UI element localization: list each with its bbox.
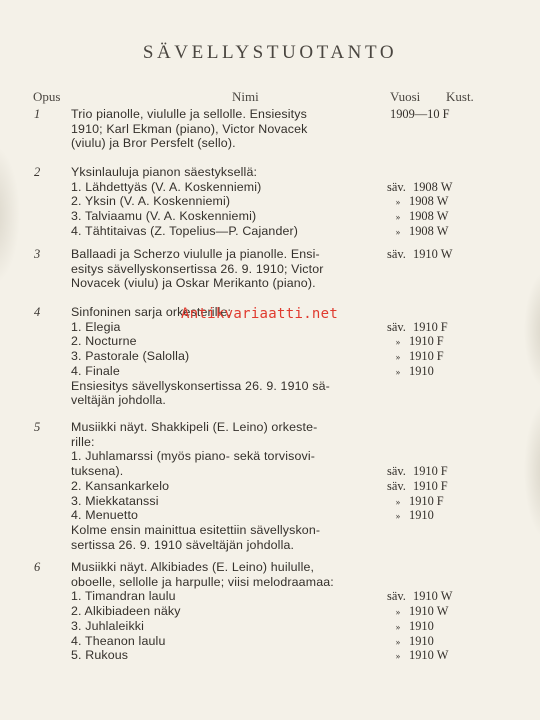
publisher-code: F bbox=[436, 493, 444, 508]
ditto-mark: » bbox=[395, 226, 401, 237]
publisher-code: F bbox=[440, 478, 448, 493]
work-line bbox=[71, 262, 391, 277]
composed-prefix: säv. bbox=[387, 464, 406, 479]
work-line bbox=[71, 165, 391, 180]
work-text: 3. Miekkatanssi bbox=[71, 493, 159, 508]
publisher-code: W bbox=[436, 223, 449, 238]
ditto-mark: » bbox=[395, 212, 401, 223]
work-text: 3. Juhlaleikki bbox=[71, 618, 145, 633]
work-text: Sinfoninen sarja orkesterille: bbox=[71, 305, 232, 319]
work-line bbox=[71, 379, 391, 394]
year-value: 1910 bbox=[409, 633, 434, 648]
year-cell bbox=[387, 604, 448, 619]
work-line bbox=[71, 589, 371, 604]
work-line bbox=[71, 575, 391, 590]
work-line bbox=[71, 604, 371, 619]
work-text: 1. Juhlamarssi (myös piano- sekä torvisovi- bbox=[71, 449, 316, 464]
work-text: 4. Finale bbox=[71, 363, 120, 378]
work-text: 3. Talviaamu (V. A. Koskenniemi) bbox=[71, 209, 257, 224]
work-text: oboelle, sellolle ja harpulle; viisi melodraamaa: bbox=[71, 574, 334, 589]
work-text: 1910; Karl Ekman (piano), Victor Novacek bbox=[71, 121, 308, 136]
work-text: Ensiesitys sävellyskonsertissa 26. 9. 1910 sä- bbox=[71, 378, 330, 393]
year-cell bbox=[387, 320, 448, 335]
year-value: 1910 bbox=[413, 589, 438, 604]
work-text: 2. Alkibiadeen näky bbox=[71, 604, 181, 619]
column-header-year: Vuosi bbox=[390, 89, 421, 104]
column-header-publisher: Kust. bbox=[446, 89, 474, 104]
year-value: 1910 bbox=[409, 648, 434, 663]
work-line bbox=[71, 180, 371, 195]
work-text: 3. Pastorale (Salolla) bbox=[71, 349, 190, 364]
year-cell bbox=[387, 334, 444, 349]
year-cell bbox=[387, 194, 448, 209]
work-line bbox=[71, 122, 391, 137]
publisher-code: W bbox=[440, 247, 453, 261]
work-text: veltäjän johdolla. bbox=[71, 393, 167, 408]
work-text: Novacek (viulu) ja Oskar Merikanto (piano). bbox=[71, 276, 316, 291]
year-value: 1909—10 bbox=[390, 107, 440, 121]
year-value: 1910 bbox=[409, 349, 434, 364]
year-value: 1908 bbox=[409, 209, 434, 224]
work-line bbox=[71, 334, 371, 349]
year-cell bbox=[387, 464, 448, 479]
work-line bbox=[71, 479, 371, 494]
work-text: 5. Rukous bbox=[71, 648, 129, 663]
year-cell bbox=[387, 349, 444, 364]
work-line bbox=[71, 464, 371, 479]
work-text: 2. Yksin (V. A. Koskenniemi) bbox=[71, 194, 231, 209]
work-text: (viulu) ja Bror Persfelt (sello). bbox=[71, 136, 236, 151]
work-text: 2. Nocturne bbox=[71, 334, 137, 349]
work-line bbox=[71, 364, 371, 379]
work-line bbox=[71, 194, 371, 209]
year-cell bbox=[387, 589, 452, 604]
ditto-mark: » bbox=[395, 607, 401, 618]
year-value: 1910 bbox=[409, 508, 434, 523]
work-line bbox=[71, 648, 371, 663]
work-line bbox=[71, 247, 371, 262]
ditto-mark: » bbox=[395, 337, 401, 348]
year-cell bbox=[387, 224, 448, 239]
work-line bbox=[71, 420, 391, 435]
publisher-code: W bbox=[440, 589, 453, 604]
year-cell bbox=[387, 494, 444, 509]
opus-number: 5 bbox=[34, 420, 41, 434]
year-value: 1910 bbox=[409, 334, 434, 349]
composed-prefix: säv. bbox=[387, 179, 406, 194]
work-line bbox=[71, 349, 371, 364]
year-value: 1908 bbox=[413, 179, 438, 194]
work-line bbox=[71, 538, 391, 553]
year-value: 1910 bbox=[413, 319, 438, 334]
ditto-mark: » bbox=[395, 511, 401, 522]
work-line bbox=[71, 508, 371, 523]
work-line bbox=[71, 494, 371, 509]
year-cell bbox=[387, 634, 437, 649]
work-line bbox=[71, 435, 391, 450]
opus-number: 6 bbox=[34, 560, 41, 574]
composed-prefix: säv. bbox=[387, 478, 406, 493]
publisher-code: F bbox=[440, 319, 448, 334]
watermark: Antikvariaatti.net bbox=[181, 306, 339, 322]
publisher-code: W bbox=[436, 648, 449, 663]
publisher-code: W bbox=[440, 179, 453, 194]
year-value: 1910 bbox=[409, 618, 434, 633]
work-line bbox=[71, 276, 391, 291]
work-line bbox=[71, 619, 371, 634]
work-text: 4. Menuetto bbox=[71, 508, 139, 523]
year-cell bbox=[387, 364, 437, 379]
opus-number: 2 bbox=[34, 165, 41, 179]
year-cell bbox=[387, 648, 448, 663]
page-title: SÄVELLYSTUOTANTO bbox=[142, 42, 398, 63]
year-value: 1910 bbox=[413, 247, 438, 261]
work-text: 4. Tähtitaivas (Z. Topelius—P. Cajander) bbox=[71, 223, 299, 238]
ditto-mark: » bbox=[395, 366, 401, 377]
work-text: 4. Theanon laulu bbox=[71, 633, 166, 648]
work-line bbox=[71, 209, 371, 224]
publisher-code: F bbox=[436, 334, 444, 349]
composed-prefix: säv. bbox=[387, 319, 406, 334]
composed-prefix: säv. bbox=[387, 247, 406, 261]
year-value: 1910 bbox=[409, 493, 434, 508]
work-text: Yksinlauluja pianon säestyksellä: bbox=[71, 165, 258, 179]
work-line bbox=[71, 634, 371, 649]
work-text: rille: bbox=[71, 434, 95, 449]
work-line bbox=[71, 560, 391, 575]
work-line bbox=[71, 107, 371, 122]
ditto-mark: » bbox=[395, 352, 401, 363]
publisher-code: F bbox=[440, 464, 448, 479]
year-cell bbox=[387, 209, 448, 224]
year-value: 1910 bbox=[413, 464, 438, 479]
year-value: 1908 bbox=[409, 194, 434, 209]
column-header-opus: Opus bbox=[33, 89, 61, 104]
work-line bbox=[71, 393, 391, 408]
opus-number: 4 bbox=[34, 305, 41, 319]
year-cell bbox=[387, 180, 452, 195]
publisher-code: W bbox=[436, 194, 449, 209]
work-text: 2. Kansankarkelo bbox=[71, 478, 170, 493]
year-cell bbox=[387, 247, 452, 262]
publisher-code: W bbox=[436, 209, 449, 224]
publisher-code: W bbox=[436, 604, 449, 619]
work-line bbox=[71, 523, 391, 538]
work-line bbox=[71, 136, 391, 151]
ditto-mark: » bbox=[395, 197, 401, 208]
ditto-mark: » bbox=[395, 651, 401, 662]
work-text: Trio pianolle, viululle ja sellolle. Ensiesitys bbox=[71, 107, 307, 121]
work-line bbox=[71, 224, 371, 239]
year-cell bbox=[387, 619, 437, 634]
work-text: Musiikki näyt. Alkibiades (E. Leino) huilulle, bbox=[71, 560, 315, 574]
work-line bbox=[71, 449, 391, 464]
column-header-name: Nimi bbox=[232, 89, 259, 104]
work-text: 1. Elegia bbox=[71, 319, 121, 334]
ditto-mark: » bbox=[395, 636, 401, 647]
ditto-mark: » bbox=[395, 496, 401, 507]
publisher-code: F bbox=[442, 107, 450, 121]
work-text: tuksena). bbox=[71, 464, 124, 479]
work-text: 1. Lähdettyäs (V. A. Koskenniemi) bbox=[71, 179, 262, 194]
year-value: 1910 bbox=[413, 478, 438, 493]
work-text: esitys sävellyskonsertissa 26. 9. 1910; Victor bbox=[71, 261, 324, 276]
year-cell bbox=[387, 479, 448, 494]
year-value: 1908 bbox=[409, 223, 434, 238]
work-text: Musiikki näyt. Shakkipeli (E. Leino) orkeste- bbox=[71, 420, 318, 434]
opus-number: 1 bbox=[34, 107, 41, 121]
year-cell bbox=[390, 107, 449, 122]
publisher-code: F bbox=[436, 349, 444, 364]
composed-prefix: säv. bbox=[387, 589, 406, 604]
opus-number: 3 bbox=[34, 247, 41, 261]
year-value: 1910 bbox=[409, 604, 434, 619]
year-value: 1910 bbox=[409, 363, 434, 378]
work-text: sertissa 26. 9. 1910 säveltäjän johdolla. bbox=[71, 537, 295, 552]
work-text: Kolme ensin mainittua esitettiin sävellyskon- bbox=[71, 522, 321, 537]
year-cell bbox=[387, 508, 437, 523]
work-text: 1. Timandran laulu bbox=[71, 589, 176, 604]
work-text: Ballaadi ja Scherzo viululle ja pianolle. Ensi- bbox=[71, 247, 320, 261]
ditto-mark: » bbox=[395, 621, 401, 632]
